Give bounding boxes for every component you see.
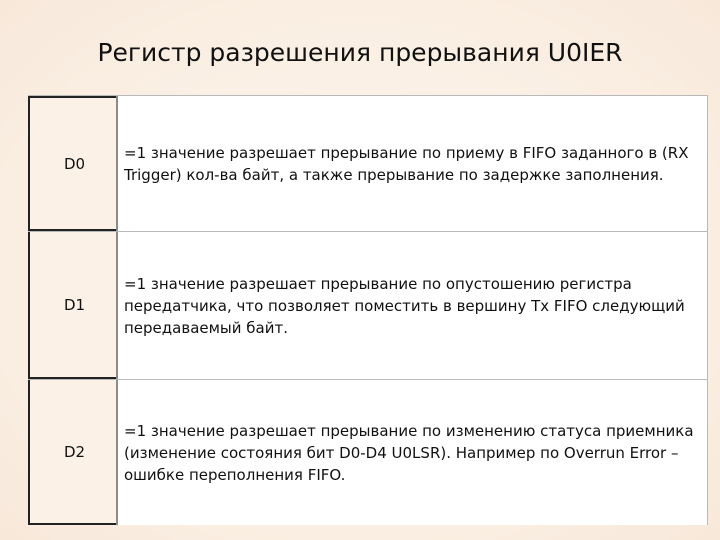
description-text: =1 значение разрешает прерывание по изменению статуса приемника (изменение состояния бит D0-D4 U0LSR). Например по Overrun Error – ошибке переполнения FIFO. xyxy=(124,421,694,484)
table-row xyxy=(28,232,707,380)
bit-cell xyxy=(28,96,116,231)
description-text: =1 значение разрешает прерывание по опустошению регистра передатчика, что позволяет поместить в вершину Tx FIFO следующий передаваемый байт. xyxy=(124,274,685,337)
bit-label: D2 xyxy=(64,442,86,461)
bit-cell xyxy=(28,232,116,379)
slide-title: Регистр разрешения прерывания U0IER xyxy=(97,38,623,67)
description-cell xyxy=(118,232,707,379)
description-cell xyxy=(118,380,707,525)
table-row xyxy=(28,96,707,232)
register-table xyxy=(28,95,708,525)
bit-label: D1 xyxy=(64,295,86,314)
table-row xyxy=(28,380,707,525)
description-cell xyxy=(118,96,707,231)
bit-label: D0 xyxy=(64,154,86,173)
description-text: =1 значение разрешает прерывание по приему в FIFO заданного в (RX Trigger) кол-ва байт, а также прерывание по задержке заполнения. xyxy=(124,143,689,184)
bit-cell xyxy=(28,380,116,525)
